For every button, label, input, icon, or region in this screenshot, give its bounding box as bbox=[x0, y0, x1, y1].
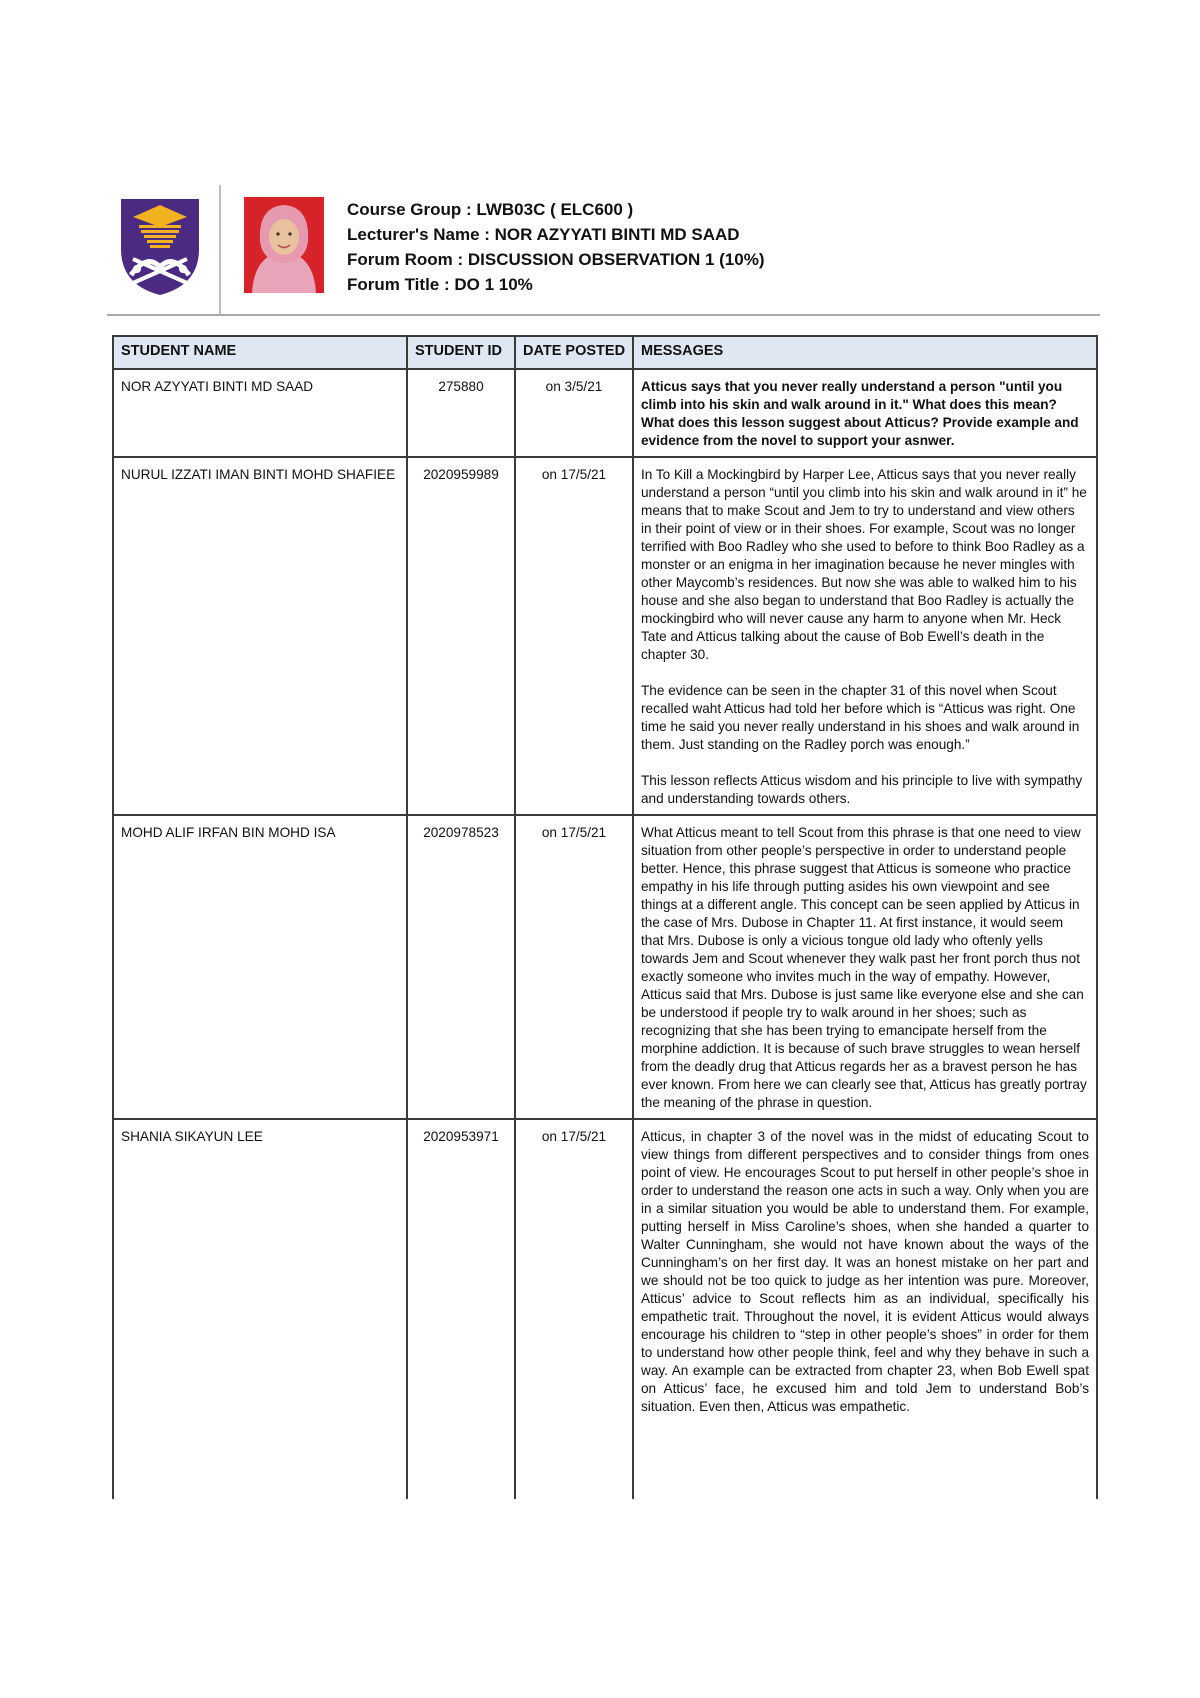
column-header-date-posted: DATE POSTED bbox=[515, 336, 633, 369]
message-cell bbox=[633, 457, 1097, 815]
header-divider bbox=[219, 185, 221, 315]
table-row bbox=[113, 369, 1097, 457]
message-paragraph: What Atticus meant to tell Scout from this phrase is that one need to view situation from other people’s perspective in order to understand people better. Hence, this phrase suggest that Atticus is someone who practice empathy in his life through putting asides his own viewpoint and see things at a different angle. This concept can be seen applied by Atticus in the case of Mrs. Dubose in Chapter 11. At first instance, it would seem that Mrs. Dubose is only a vicious tongue old lady who oftenly yells towards Jem and Scout whenever they walk past her front porch thus not exactly someone who invites much in the way of empathy. However, Atticus said that Mrs. Dubose is just same like everyone else and she can be understood if people try to walk around in her shoes; such as recognizing that she has been trying to emancipate herself from the morphine addiction. It is because of such brave struggles to wean herself from the deadly drug that Atticus regards her as a bravest person he has ever known. From here we can clearly see that, Atticus has greatly portray the meaning of the phrase in question. bbox=[641, 825, 1087, 1110]
document-header bbox=[107, 185, 1097, 315]
column-header-student-id: STUDENT ID bbox=[407, 336, 515, 369]
message-cell bbox=[633, 815, 1097, 1119]
discussion-table bbox=[112, 335, 1098, 1499]
lecturer-photo bbox=[244, 197, 324, 293]
column-header-student-name: STUDENT NAME bbox=[113, 336, 407, 369]
forum-room: Forum Room : DISCUSSION OBSERVATION 1 (10%) bbox=[347, 250, 765, 269]
forum-title: Forum Title : DO 1 10% bbox=[347, 275, 533, 294]
student-name-cell: MOHD ALIF IRFAN BIN MOHD ISA bbox=[113, 815, 407, 1119]
table-row bbox=[113, 457, 1097, 815]
message-paragraph: The evidence can be seen in the chapter 31 of this novel when Scout recalled waht Atticus had told her before which is “Atticus was right. One time he said you never really understand in his shoes and walk around in them. Just standing on the Radley porch was enough.” bbox=[641, 683, 1080, 752]
course-group: Course Group : LWB03C ( ELC600 ) bbox=[347, 200, 634, 219]
message-paragraph: Atticus says that you never really understand a person "until you climb into his skin and walk around in it." What does this mean? What does this lesson suggest about Atticus? Provide example and evidence from the novel to support your asnwer. bbox=[641, 379, 1079, 448]
lecturer-name: Lecturer's Name : NOR AZYYATI BINTI MD SAAD bbox=[347, 225, 740, 244]
student-name-cell: SHANIA SIKAYUN LEE bbox=[113, 1119, 407, 1499]
discussion-table-container bbox=[112, 335, 1096, 1540]
student-name-cell: NURUL IZZATI IMAN BINTI MOHD SHAFIEE bbox=[113, 457, 407, 815]
student-id-cell: 2020959989 bbox=[407, 457, 515, 815]
column-header-messages: MESSAGES bbox=[633, 336, 1097, 369]
message-paragraph: Atticus, in chapter 3 of the novel was in the midst of educating Scout to view things from different perspectives and to consider things from ones point of view. He encourages Scout to put herself in other people’s shoe in order to understand the reason one acts in such a way. Only when you are in a similar situation you would be able to understand them. For example, putting herself in Miss Caroline’s shoes, when she handed a quarter to Walter Cunningham, she would not have known about the ways of the Cunningham’s on her first day. It was an honest mistake on her part and we should not be too quick to judge as her intention was pure. Moreover, Atticus’ advice to Scout reflects him as an individual, specifically his empathetic trait. Throughout the novel, it is evident Atticus would always encourage his children to “step in other people’s shoes” in order for them to understand how other people think, feel and why they behave in such a way. An example can be extracted from chapter 23, when Bob Ewell spat on Atticus’ face, he excused him and told Jem to understand Bob’s situation. Even then, Atticus was empathetic. bbox=[641, 1129, 1089, 1414]
university-logo-icon bbox=[117, 197, 203, 297]
student-name-cell: NOR AZYYATI BINTI MD SAAD bbox=[113, 369, 407, 457]
message-paragraph: In To Kill a Mockingbird by Harper Lee, Atticus says that you never really understand a person “until you climb into his skin and walk around in it” he means that to make Scout and Jem to try to understand and view others in their point of view or in their shoes. For example, Scout was no longer terrified with Boo Radley who she used to before to think Boo Radley as a monster or an enigma in her imagination because he never mingles with other Maycomb’s residences. But now she was able to walked him to his house and she also began to understand that Boo Radley is actually the mockingbird who will never cause any harm to anyone when Mr. Heck Tate and Atticus talking about the cause of Bob Ewell’s death in the chapter 30. bbox=[641, 467, 1087, 662]
student-id-cell: 275880 bbox=[407, 369, 515, 457]
table-row bbox=[113, 1119, 1097, 1499]
table-header-row bbox=[113, 336, 1097, 369]
date-posted-cell: on 17/5/21 bbox=[515, 457, 633, 815]
header-info bbox=[347, 197, 765, 297]
date-posted-cell: on 3/5/21 bbox=[515, 369, 633, 457]
message-paragraph: This lesson reflects Atticus wisdom and his principle to live with sympathy and understanding towards others. bbox=[641, 773, 1083, 806]
student-id-cell: 2020978523 bbox=[407, 815, 515, 1119]
date-posted-cell: on 17/5/21 bbox=[515, 815, 633, 1119]
table-row bbox=[113, 815, 1097, 1119]
date-posted-cell: on 17/5/21 bbox=[515, 1119, 633, 1499]
header-rule bbox=[107, 314, 1100, 316]
message-cell bbox=[633, 1119, 1097, 1499]
message-cell bbox=[633, 369, 1097, 457]
student-id-cell: 2020953971 bbox=[407, 1119, 515, 1499]
